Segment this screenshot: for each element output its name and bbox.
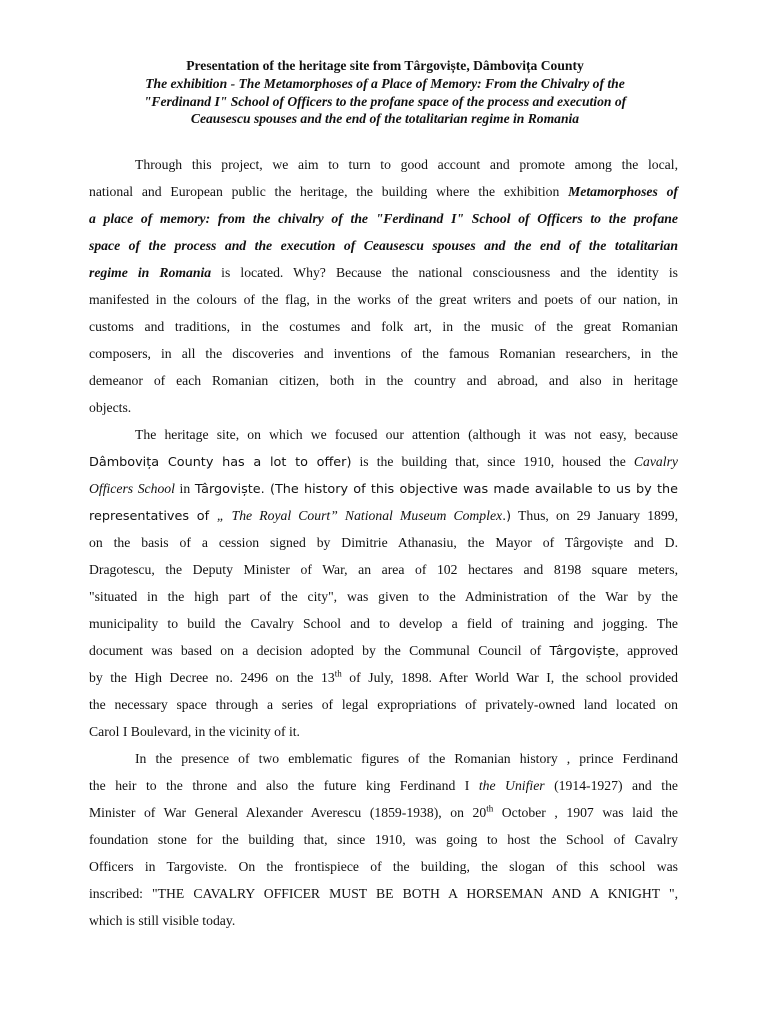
subtitle-line: "Ferdinand I" School of Officers to the profane space of the process and execution of <box>143 93 627 109</box>
paragraph-2-line: on the basis of a cession signed by Dimitrie Athanasiu, the Mayor of Târgoviște and D. <box>89 535 678 550</box>
italic-run: Officers School <box>89 481 175 496</box>
italic-run: the Unifier <box>478 778 545 793</box>
paragraph-1-line: composers, in all the discoveries and inventions of the famous Romanian researchers, in the <box>89 346 678 361</box>
paragraph-1-line <box>89 263 678 283</box>
paragraph-1-line: customs and traditions, in the costumes and folk art, in the music of the great Romanian <box>89 319 678 334</box>
paragraph-3-line: inscribed: "THE CAVALRY OFFICER MUST BE BOTH A HORSEMAN AND A KNIGHT ", <box>89 886 678 901</box>
superscript: th <box>486 803 494 814</box>
museum-name-run: „ The Royal Court” National Museum Complex <box>216 508 503 523</box>
text-run: Thus, on 29 January 1899, <box>511 508 679 523</box>
text-run: (1914-1927) and the <box>544 778 678 793</box>
paragraph-1-line: manifested in the colours of the flag, in the works of the great writers and poets of our nation, in <box>89 292 678 307</box>
paragraph-2-line: "situated in the high part of the city", was given to the Administration of the War by the <box>89 589 678 604</box>
text-run: Târgoviște. (The history of this objective was made available to us by the <box>194 482 678 497</box>
text-run: document was based on a decision adopted by the Communal Council of <box>89 643 550 658</box>
text-run: by the High Decree no. 2496 on the 13 <box>89 670 335 685</box>
text-run: of July, 1898. After World War I, the school provided <box>341 670 679 685</box>
paragraph-2-line <box>89 641 678 661</box>
paragraph-1-line: objects. <box>89 400 132 415</box>
paragraph-1-line: a place of memory: from the chivalry of the "Ferdinand I" School of Officers to the profane <box>89 211 678 226</box>
text-run: is the building that, since 1910, housed the <box>351 454 634 469</box>
text-run: Dâmbovița County has a lot to offer) <box>89 455 352 470</box>
paragraph-3-line: foundation stone for the building that, since 1910, was going to host the School of Cavalry <box>89 832 678 847</box>
paragraph-3-line: In the presence of two emblematic figures of the Romanian history , prince Ferdinand <box>135 751 678 766</box>
paragraph-3-line <box>89 776 678 796</box>
text-run: , approved <box>615 643 678 658</box>
paragraph-2-line: Dragotescu, the Deputy Minister of War, an area of 102 hectares and 8198 square meters, <box>89 562 678 577</box>
exhibition-title-run: Metamorphoses of <box>568 184 678 199</box>
exhibition-title-run: regime in Romania <box>89 265 212 280</box>
paragraph-3-line: Officers in Targoviste. On the frontispiece of the building, the slogan of this school was <box>89 859 678 874</box>
subtitle-line: Ceausescu spouses and the end of the totalitarian regime in Romania <box>190 111 580 127</box>
paragraph-1-line: Through this project, we aim to turn to good account and promote among the local, <box>135 157 678 172</box>
paragraph-2-line <box>89 668 678 688</box>
italic-run: Cavalry <box>633 454 678 469</box>
text-run: is located. Why? Because the national consciousness and the identity is <box>211 265 678 280</box>
subtitle-line: The exhibition - The Metamorphoses of a Place of Memory: From the Chivalry of the <box>145 76 625 91</box>
paragraph-3-line: which is still visible today. <box>89 913 236 928</box>
paragraph-2-line <box>89 479 678 499</box>
text-run: Minister of War General Alexander Averescu (1859-1938), on 20 <box>89 805 487 820</box>
paragraph-2-line <box>89 452 678 472</box>
paragraph-3-line <box>89 803 678 823</box>
superscript: th <box>334 668 342 679</box>
paragraph-1-line: demeanor of each Romanian citizen, both in the country and abroad, and also in heritage <box>89 373 678 388</box>
paragraph-1-line <box>89 182 678 202</box>
paragraph-2-line: the necessary space through a series of legal expropriations of privately-owned land located on <box>89 697 678 712</box>
document-subtitle <box>90 75 680 128</box>
paragraph-2-line <box>89 506 678 526</box>
text-run: Târgoviște <box>549 644 616 659</box>
paragraph-2-line: municipality to build the Cavalry School and to develop a field of training and jogging. The <box>89 616 678 631</box>
paragraph-2-line: Carol I Boulevard, in the vicinity of it. <box>89 724 300 739</box>
text-run: in <box>174 481 195 496</box>
paragraph-1-line: space of the process and the execution of Ceausescu spouses and the end of the totalitarian <box>89 238 678 253</box>
text-run: .) <box>502 509 512 524</box>
text-run: the heir to the throne and also the future king Ferdinand I <box>89 778 479 793</box>
text-run: representatives of <box>89 509 217 524</box>
text-run: national and European public the heritage, the building where the exhibition <box>89 184 569 199</box>
paragraph-2-line: The heritage site, on which we focused our attention (although it was not easy, because <box>135 427 678 442</box>
document-title: Presentation of the heritage site from Târgoviște, Dâmbovița County <box>186 58 584 73</box>
text-run: October , 1907 was laid the <box>493 805 678 820</box>
